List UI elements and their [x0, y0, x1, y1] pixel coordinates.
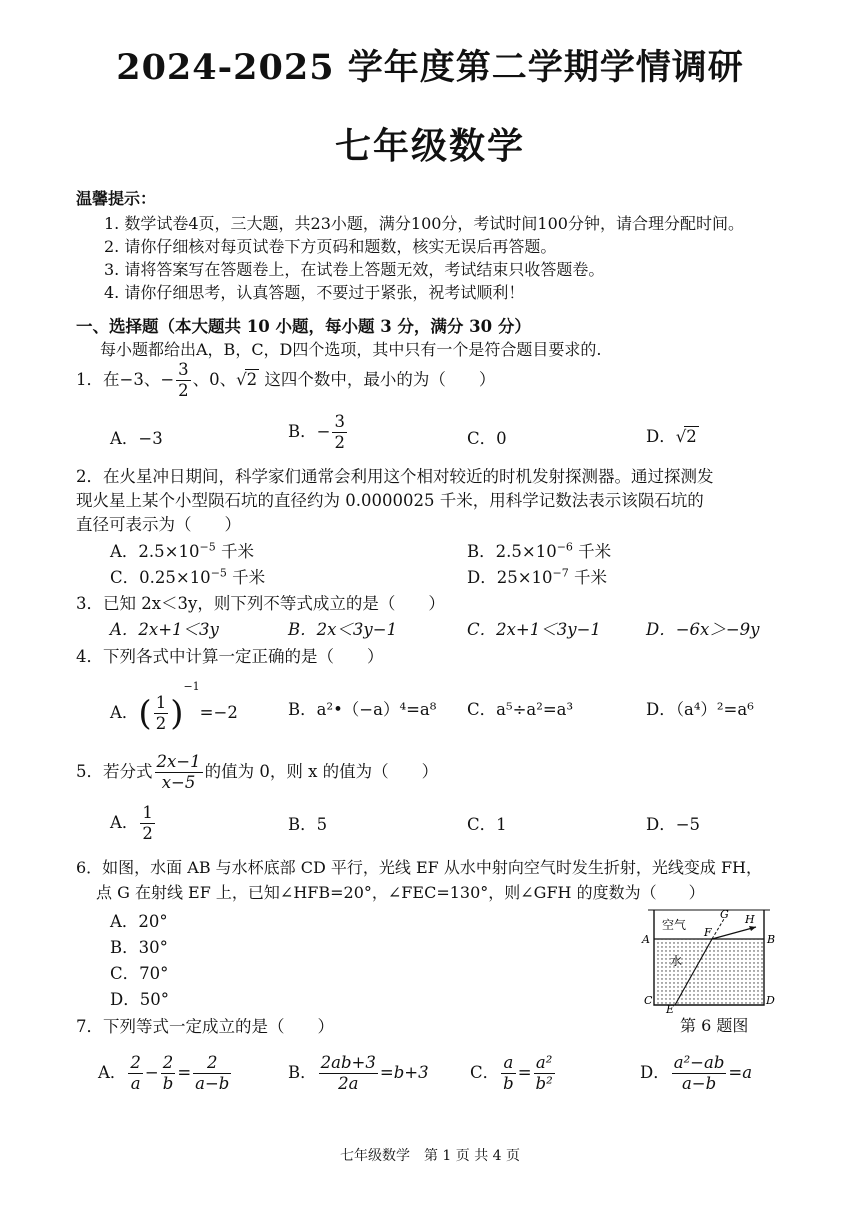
q7-option-d: D． $\frac{\text{a²−ab}}{a-b}$ =a [640, 1053, 753, 1093]
q5-option-b: B．5 [288, 815, 328, 834]
q6-option-c: C．70° [110, 964, 169, 983]
tips-heading: 温馨提示： [76, 189, 157, 208]
q1-option-a: A．−3 [110, 429, 163, 448]
label-D: D [766, 994, 775, 1007]
water-region [655, 939, 763, 1004]
q1-option-b: B．− $\frac{3}{2}$ [288, 412, 345, 452]
q3-option-c: C．2x+1＜3y−1 [467, 620, 601, 639]
q2-option-b: B．$2.5\times 10^{-6}$ 千米 [467, 540, 612, 561]
label-F: F [704, 926, 712, 939]
q4-option-b: B．a²•（−a）⁴=a⁸ [288, 700, 437, 719]
label-G: G [720, 908, 729, 921]
section-heading: 一、选择题（本大题共 10 小题，每小题 3 分，满分 30 分） [76, 317, 531, 336]
question-3-stem: 3．已知 2x＜3y，则下列不等式成立的是（ ） [76, 594, 445, 613]
q5-option-d: D．−5 [646, 815, 701, 834]
q5-option-a: A． $\frac{1}{2}$ [110, 803, 153, 843]
q3-option-a: A．2x+1＜3y [110, 620, 219, 639]
q7-option-c: C． $\frac{a}{b}$ = $\frac{\text{a²}}{\text{b²}}$ [470, 1053, 553, 1093]
figure-caption: 第 6 题图 [680, 1016, 749, 1035]
question-2-line: 直径可表示为（ ） [76, 515, 241, 534]
label-E: E [666, 1003, 675, 1015]
tip-item: 3. 请将答案写在答题卷上，在试卷上答题无效，考试结束只收答题卷。 [104, 260, 605, 279]
question-6-line: 6．如图，水面 AB 与水杯底部 CD 平行，光线 EF 从水中射向空气时发生折射，光线变成 FH， [76, 858, 763, 877]
q3-option-d: D．−6x＞−9y [646, 620, 760, 639]
tip-item: 1. 数学试卷4页，三大题，共23小题，满分100分，考试时间100分钟，请合理分配时间。 [104, 214, 744, 233]
q2-option-d: D．$25\times 10^{-7}$ 千米 [467, 566, 608, 587]
q3-option-b: B．2x＜3y−1 [288, 620, 398, 639]
label-air: 空气 [662, 918, 687, 932]
question-2-line: 现火星上某个小型陨石坑的直径约为 0.0000025 千米，用科学记数法表示该陨石坑的 [76, 491, 704, 510]
question-7-stem: 7．下列等式一定成立的是（ ） [76, 1017, 334, 1036]
label-H: H [745, 913, 755, 926]
q6-figure [640, 905, 780, 1015]
page-footer: 七年级数学 第 1 页 共 4 页 [339, 1148, 521, 1164]
tip-item: 4. 请你仔细思考，认真答题，不要过于紧张，祝考试顺利！ [104, 283, 525, 302]
q1-option-c: C．0 [467, 429, 507, 448]
q6-option-a: A．20° [110, 912, 168, 931]
label-water: 水 [670, 954, 683, 968]
q2-option-a: A．$2.5\times 10^{-5}$ 千米 [110, 540, 254, 561]
question-5-stem: 5．若分式 $\frac{2x-1}{x-5}$ 的值为 0，则 x 的值为（ ） [76, 752, 439, 792]
q1-option-d: D．√2 [646, 427, 697, 446]
q2-option-c: C．$0.25\times 10^{-5}$ 千米 [110, 566, 266, 587]
tip-item: 2. 请你仔细核对每页试卷下方页码和题数，核实无误后再答题。 [104, 237, 557, 256]
q6-option-b: B．30° [110, 938, 168, 957]
section-note: 每小题都给出A，B，C，D四个选项，其中只有一个是符合题目要求的. [100, 340, 602, 359]
q7-option-a: A． $\frac{2}{a}$ − $\frac{2}{b}$ = $\frac{2}{a-b}$ [98, 1053, 230, 1093]
page-subtitle: 七年级数学 [334, 125, 525, 167]
fraction: $\frac{3}{2}$ [178, 360, 189, 400]
page-title: 2024-2025 学年度第二学期学情调研 [116, 47, 744, 88]
question-1-stem: 1．在−3、− $\frac{3}{2}$ 、0、√2 这四个数中，最小的为（ ） [76, 360, 496, 400]
q6-option-d: D．50° [110, 990, 169, 1009]
question-2-line: 2．在火星冲日期间，科学家们通常会利用这个相对较近的时机发射探测器。通过探测发 [76, 467, 714, 486]
q4-option-d: D．（a⁴）²=a⁶ [646, 700, 754, 719]
q4-option-c: C．a⁵÷a²=a³ [467, 700, 574, 719]
question-4-stem: 4．下列各式中计算一定正确的是（ ） [76, 647, 384, 666]
q5-option-c: C．1 [467, 815, 507, 834]
question-6-line: 点 G 在射线 EF 上，已知∠HFB=20°，∠FEC=130°，则∠GFH 的度数为（ ） [96, 883, 705, 902]
label-C: C [644, 994, 653, 1007]
q4-option-a: A．( $\frac{1}{2}$ )$^{-1}$=−2 [110, 680, 238, 734]
label-A: A [642, 933, 650, 946]
q7-option-b: B． $\frac{2ab+3}{2a}$ =b+3 [288, 1053, 429, 1093]
label-B: B [767, 933, 776, 946]
